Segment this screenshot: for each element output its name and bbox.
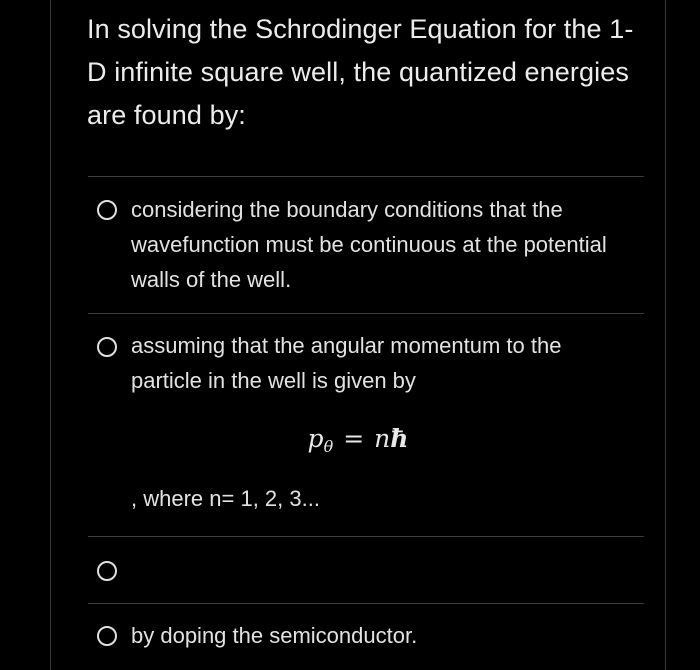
- formula-lhs: p: [307, 424, 324, 453]
- option-3-radio[interactable]: [97, 561, 117, 581]
- option-2-formula: [51, 424, 665, 456]
- formula-n: n: [374, 424, 391, 453]
- option-1-label[interactable]: considering the boundary conditions that the wavefunction must be continuous at the potential walls of the well.: [131, 197, 607, 292]
- option-2-radio[interactable]: [97, 337, 117, 357]
- divider: [88, 176, 644, 177]
- question-text: In solving the Schrodinger Equation for the 1-D infinite square well, the quantized energies are found by:: [87, 14, 634, 130]
- option-4-radio[interactable]: [97, 626, 117, 646]
- option-1-radio[interactable]: [97, 200, 117, 220]
- divider: [88, 313, 644, 314]
- formula-equals: =: [343, 424, 365, 453]
- option-4-label[interactable]: by doping the semiconductor.: [131, 623, 418, 648]
- divider: [88, 603, 644, 604]
- option-2-suffix: , where n= 1, 2, 3...: [131, 486, 320, 511]
- question-panel: [50, 0, 666, 670]
- option-2-label[interactable]: assuming that the angular momentum to the particle in the well is given by: [131, 333, 562, 393]
- divider: [88, 536, 644, 537]
- formula-subscript: θ: [323, 437, 334, 456]
- formula-hbar: ħ: [390, 424, 409, 453]
